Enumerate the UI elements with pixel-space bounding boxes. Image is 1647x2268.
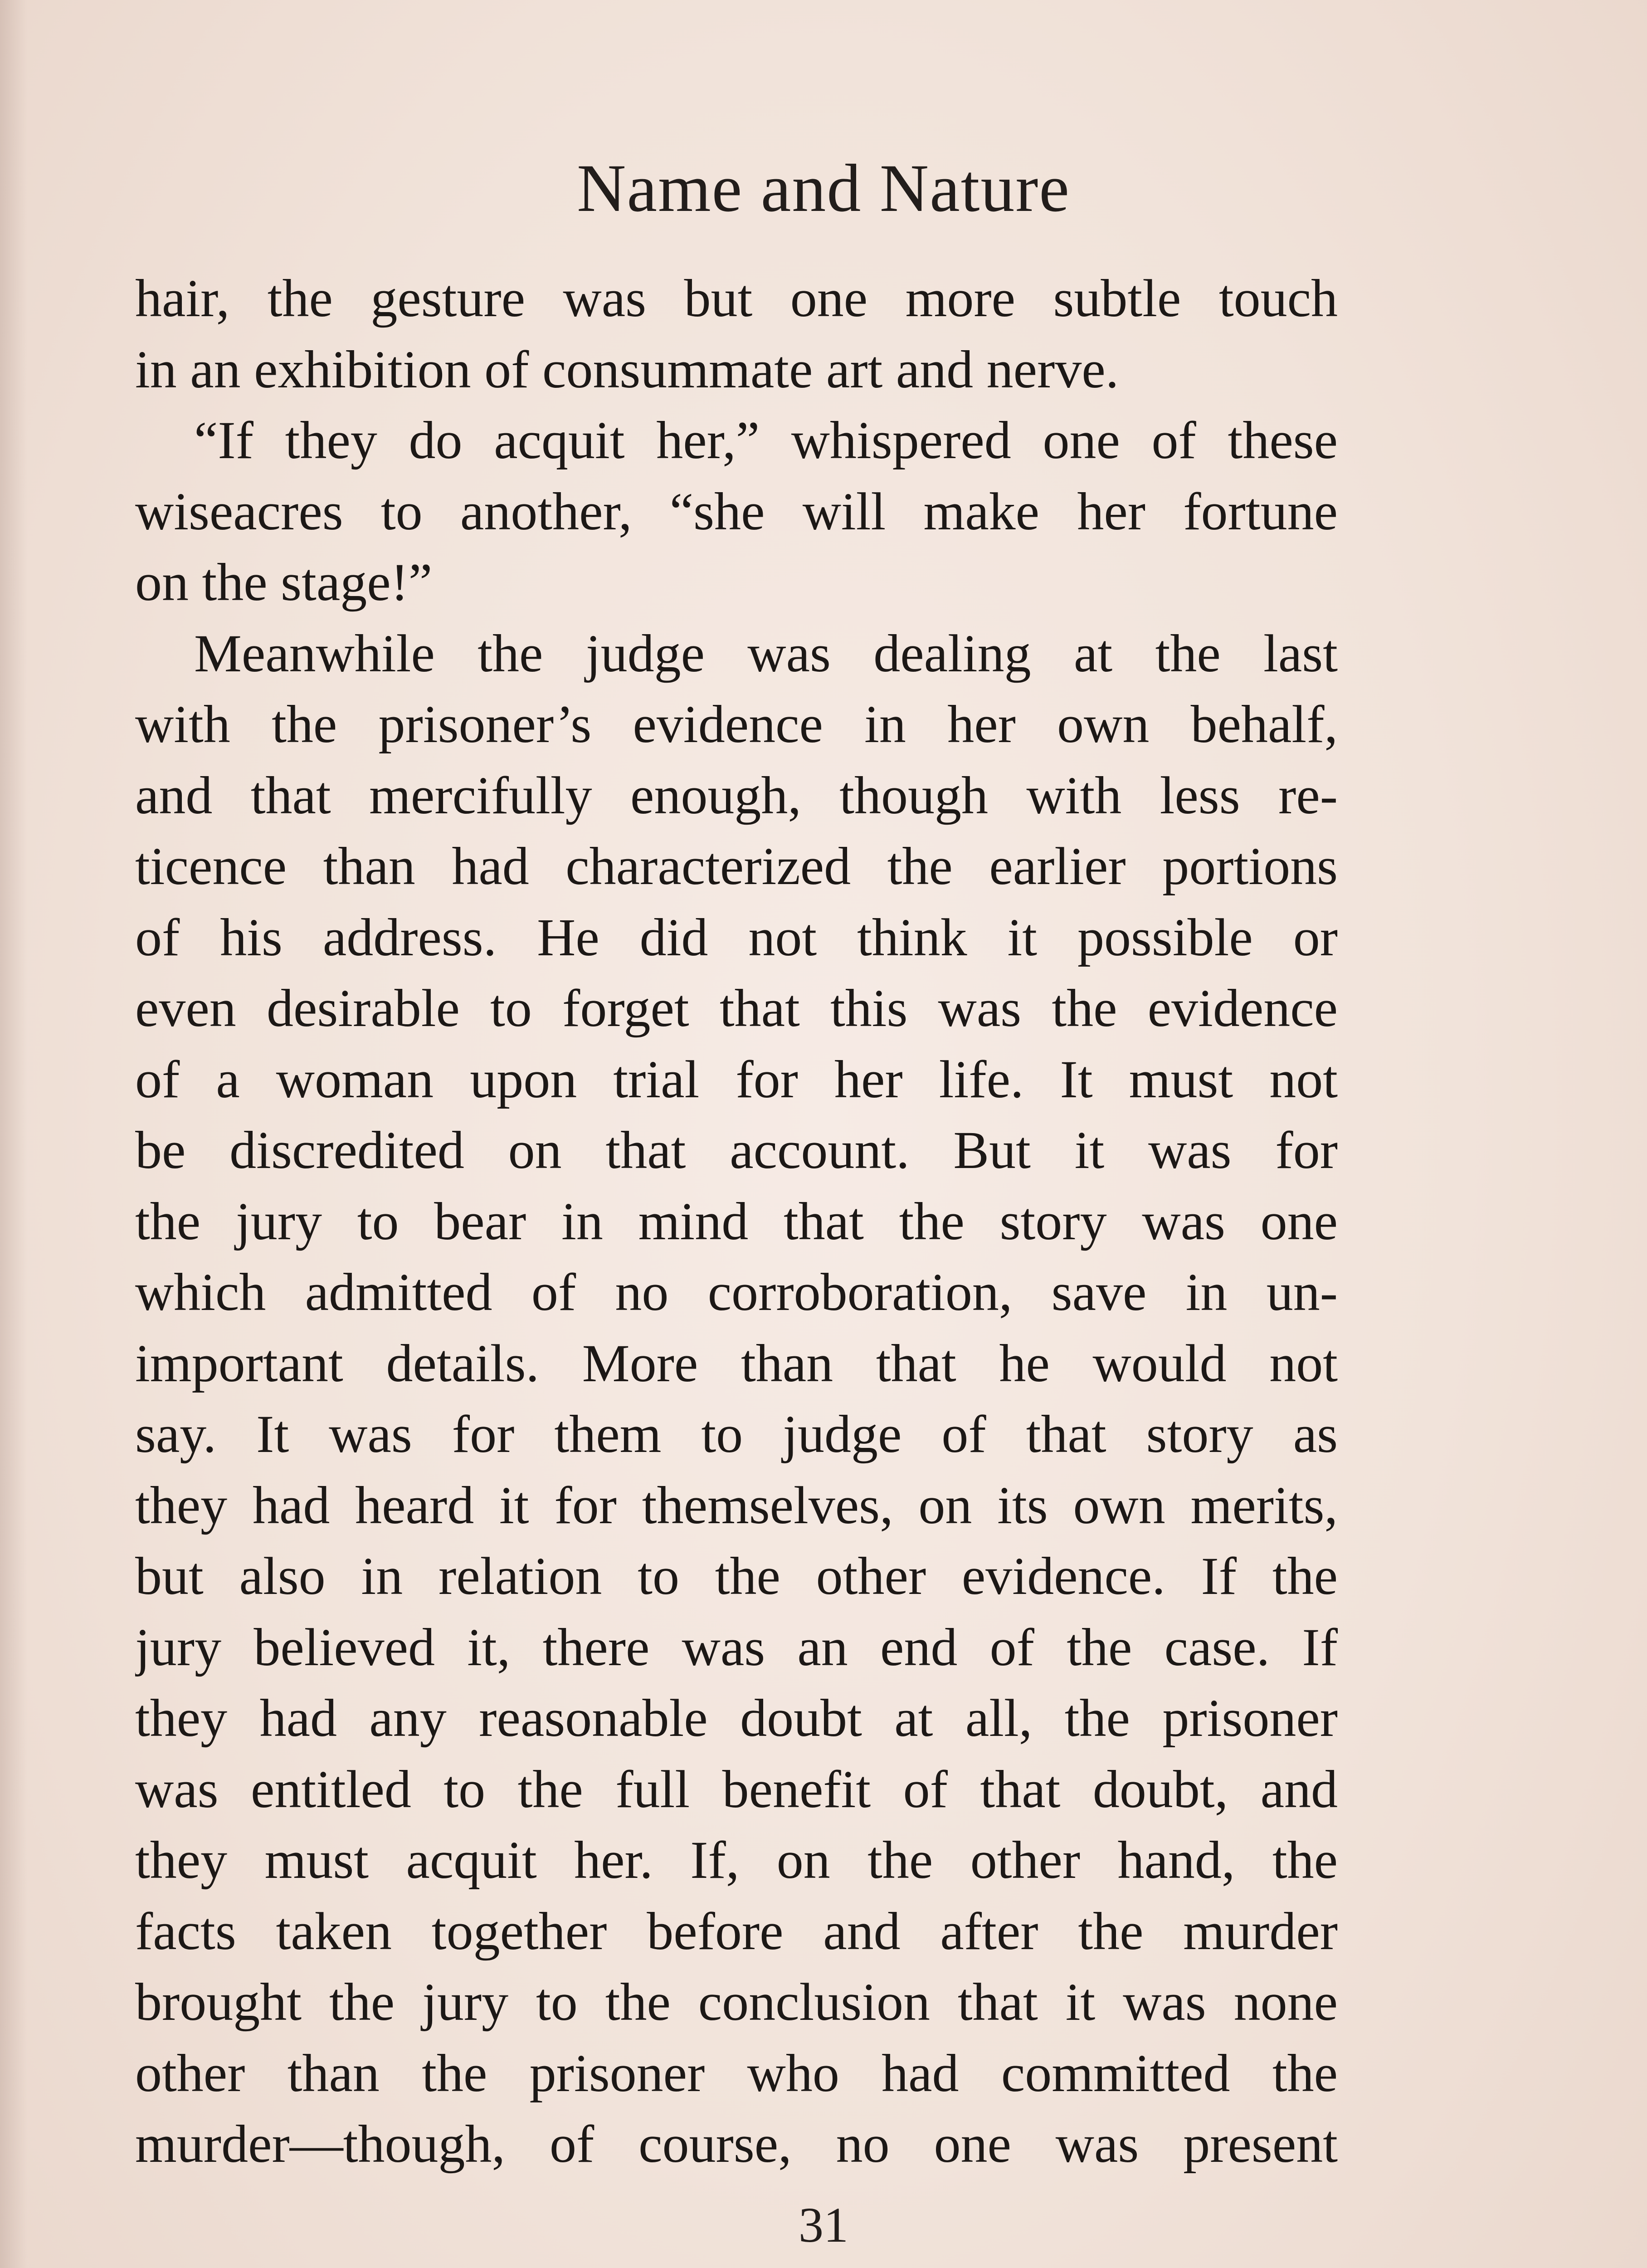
text-line: facts taken together before and after the murder — [135, 1901, 1338, 1961]
text-line: hair, the gesture was but one more subtle touch — [135, 269, 1338, 328]
text-line: and that mercifully enough, though with less re- — [135, 765, 1338, 825]
text-line: ticence than had characterized the earlier portions — [135, 836, 1338, 896]
text-line: be discredited on that account. But it was for — [135, 1120, 1338, 1180]
text-line: they had heard it for themselves, on its own merits, — [135, 1475, 1338, 1535]
text-line: on the stage!” — [135, 552, 433, 612]
text-line: which admitted of no corroboration, save in un- — [135, 1262, 1338, 1322]
text-line: the jury to bear in mind that the story was one — [135, 1191, 1338, 1251]
text-line: other than the prisoner who had committed the — [135, 2043, 1338, 2103]
page-edge-shadow — [0, 0, 27, 2268]
text-line: with the prisoner’s evidence in her own behalf, — [135, 694, 1338, 754]
text-line: brought the jury to the conclusion that it was none — [135, 1972, 1338, 2032]
text-line: they must acquit her. If, on the other hand, the — [135, 1830, 1338, 1890]
text-line: wiseacres to another, “she will make her fortune — [135, 481, 1338, 541]
text-line: jury believed it, there was an end of the case. If — [135, 1617, 1338, 1677]
text-line: “If they do acquit her,” whispered one of these — [194, 411, 1338, 470]
text-line: in an exhibition of consummate art and nerve. — [135, 339, 1119, 399]
text-line: murder—though, of course, no one was present — [135, 2114, 1338, 2174]
page-number: 31 — [799, 2197, 848, 2253]
body-text — [135, 263, 1338, 2180]
text-line: of a woman upon trial for her life. It must not — [135, 1049, 1338, 1109]
text-line: Meanwhile the judge was dealing at the last — [194, 623, 1338, 683]
text-line: important details. More than that he would not — [135, 1333, 1338, 1393]
text-line: of his address. He did not think it possible or — [135, 907, 1338, 967]
text-line: but also in relation to the other evidence. If the — [135, 1546, 1338, 1606]
text-line: even desirable to forget that this was the evidence — [135, 978, 1338, 1038]
text-line: say. It was for them to judge of that story as — [135, 1404, 1338, 1464]
text-line: they had any reasonable doubt at all, the prisoner — [135, 1688, 1338, 1748]
text-line: was entitled to the full benefit of that doubt, and — [135, 1759, 1338, 1819]
running-head: Name and Nature — [577, 151, 1070, 226]
